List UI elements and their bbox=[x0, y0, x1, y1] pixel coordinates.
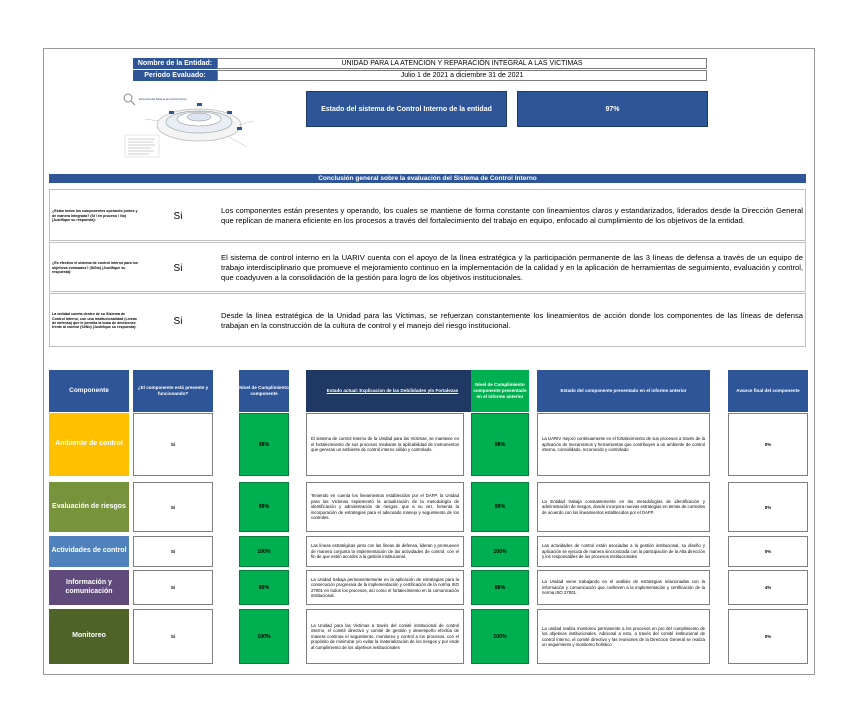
header-avance: Avance final del componente bbox=[728, 370, 808, 412]
answer-value: Si bbox=[173, 210, 183, 222]
period-label: Periodo Evaluado: bbox=[133, 70, 217, 81]
current-state-text: La Unidad para las Victimas a través del comité institucional de control interno, el comité directivo y comité de gestión y desempeño efectúa de manera continua el seguimiento, monitoreo y control a los procesos, con el propósito de minimizar y/o evitar la materialización de los riesgos y por ende al cumplimiento de los objetivos institucionales bbox=[306, 609, 464, 664]
component-monitoreo: Monitoreo bbox=[49, 609, 129, 664]
advance-value: 0% bbox=[728, 536, 808, 567]
conclusion-row-3 bbox=[49, 293, 806, 347]
previous-state-text: La unidad realiza monitoreo permanente a los procesos en pro del cumplimiento de los objetivos institucionales. Adicional a esto, a través del comité institucional de control interno, el comité directivo y las reuniones de la Direccion General se realiza un seguimiento y monitoreo holístico bbox=[537, 609, 710, 664]
previous-level-value: 99% bbox=[471, 482, 529, 532]
previous-state-text: La Unidad viene trabajando en el análisis de estrategias relacionadas con la información y comunicación que conlleven a la implementación y certificación de la norma ISO 27001 . bbox=[537, 570, 710, 605]
previous-state-text: La Entidad trabaja constantemente en las metodologías de identificación y administración de riesgos, donde incorpora nuevas estrategias en temas de controles de acuerdo con los lineamientos establecidos por el DAFP. bbox=[537, 482, 710, 532]
level-value: 100% bbox=[239, 536, 289, 567]
conclusion-row-1 bbox=[49, 189, 806, 241]
current-state-text: Teniendo en cuenta los lineamientos establecidos por el DAFP, la Unidad para las Victimas implementó la actualización de la metodología de identificación y administración de riesgos, que a su vez, fomenta la incorporación de estrategias para el adecuado manejo y seguimiento de los controles. bbox=[306, 482, 464, 532]
component-actividades-de-control: Actividades de control bbox=[49, 536, 129, 567]
present-value: Si bbox=[133, 536, 213, 567]
component-evaluacion-de-riesgos: Evaluación de riesgos bbox=[49, 482, 129, 532]
level-value: 100% bbox=[239, 609, 289, 664]
previous-level-value: 98% bbox=[471, 413, 529, 476]
header-componente: Componente bbox=[49, 370, 129, 412]
conclusion-title: Conclusión general sobre la evaluación del Sistema de Control Interno bbox=[49, 174, 806, 183]
conclusion-row-2 bbox=[49, 242, 806, 292]
question-text: ¿Están todos los componentes operando juntos y de manera integrada? (Si / en proceso / No) (Justifique su respuesta): bbox=[52, 209, 138, 223]
answer-value: Si bbox=[173, 315, 183, 327]
entity-label: Nombre de la Entidad: bbox=[133, 58, 217, 69]
entity-value: UNIDAD PARA LA ATENCIÓN Y REPARACIÓN INTEGRAL A LAS VICTIMAS bbox=[217, 58, 707, 69]
present-value: Si bbox=[133, 570, 213, 605]
justification-text: Desde la línea estratégica de la Unidad para las Victimas, se refuerzan constantemente los lineamientos de acción donde los componentes de las líneas de defensa trabajan en la construcción de la cultura de control y el manejo del riesgo institucional. bbox=[221, 310, 803, 330]
level-value: 98% bbox=[239, 413, 289, 476]
control-model-diagram bbox=[119, 91, 269, 163]
present-value: Si bbox=[133, 609, 213, 664]
previous-level-value: 100% bbox=[471, 536, 529, 567]
present-value: Si bbox=[133, 482, 213, 532]
header-nivel-anterior: Nivel de Cumplimiento componente presentado en el informe anterior bbox=[471, 370, 529, 412]
component-informacion-y-comunicacion: Información y comunicación bbox=[49, 570, 129, 605]
current-state-text: La Unidad trabaja permanentemente en la aplicación de estrategias para la consecución progresiva de la implementación y certificación de la norma ISO 27001 en todos los procesos, así como el fortalecimiento en la comunicación institucional. bbox=[306, 570, 464, 605]
present-value: Si bbox=[133, 413, 213, 476]
level-value: 89% bbox=[239, 570, 289, 605]
current-state-text: Las líneas estratégicas junto con las líneas de defensa, lideran y promueven de manera conjunta la implementación de las actividades de control, con el fin de que estén acordes a la gestión institucional. bbox=[306, 536, 464, 567]
report-sheet bbox=[43, 48, 815, 675]
level-value: 99% bbox=[239, 482, 289, 532]
previous-level-value: 88% bbox=[471, 570, 529, 605]
current-state-text: El sistema de control Interno de la Unidad para las Victimas, se mantiene en el fortalecimiento de sus procesos mediante la aplicabilidad de instrumentos que generan un ambiente de control interno sólido y controlado. bbox=[306, 413, 464, 476]
diagram-caption: Estructura del Sistema de Control Interno bbox=[139, 98, 187, 101]
question-text: La entidad cuenta dentro de su Sistema de Control Interno, con una institucionalidad (Líneas de defensa) que le permita la toma de decisiones frente al control (Si/No) (Justifique su respuesta): bbox=[52, 312, 137, 330]
header-nivel: Nivel de Cumplimiento componente bbox=[239, 370, 289, 412]
justification-text: El sistema de control interno en la UARIV cuenta con el apoyo de la línea estratégica y la participación permanente de las 3 líneas de defensa a través de un equipo de trabajo interdisciplinario que promueve el mejoramiento continuo en la implementación de la calidad y en la aplicación de herramientas de seguimiento, evaluación y control, que coadyuven a la consolidación de la gestión para logro de los objetivos institucionales. bbox=[221, 252, 803, 282]
period-value: Julio 1 de 2021 a diciembre 31 de 2021 bbox=[217, 70, 707, 81]
answer-value: Si bbox=[173, 262, 183, 274]
header-estado-anterior: Estado del componente presentado en el informe anterior bbox=[537, 370, 710, 412]
justification-text: Los componentes están presentes y operando, los cuales se mantiene de forma constante con lineamientos claros y estandarizados, liderados desde la Dirección General que replican de manera eficiente en los procesos a través del fortalecimiento del trabajo en equipo, enfocado al cumplimiento de los objetivos de la entidad. bbox=[221, 205, 803, 225]
system-status-value: 97% bbox=[517, 91, 708, 127]
advance-value: 4% bbox=[728, 570, 808, 605]
advance-value: 0% bbox=[728, 413, 808, 476]
component-ambiente-de-control: Ambiente de control bbox=[49, 413, 129, 476]
previous-state-text: Las actividades de control están asociadas a la gestión institucional, su diseño y aplicación se ejecuta de manera sincronizada con la participación de la Alta dirección y los responsables de los procesos institucionales bbox=[537, 536, 710, 567]
header-presente: ¿El componente está presente y funcionando? bbox=[133, 370, 213, 412]
previous-state-text: La UARIV mejoró continuamente en el fortalecimiento de sus procesos a través de la aplicación de mecanismos y herramientas que contribuyen a un ambiente de control interno, consolidado, reconocido y controlado bbox=[537, 413, 710, 476]
advance-value: 0% bbox=[728, 482, 808, 532]
advance-value: 0% bbox=[728, 609, 808, 664]
question-text: ¿Es efectivo el sistema de control interno para los objetivos evaluados? (Si/No) (Justifique su respuesta): bbox=[52, 261, 138, 275]
system-status-label: Estado del sistema de Control Interno de la entidad bbox=[306, 91, 507, 127]
previous-level-value: 100% bbox=[471, 609, 529, 664]
header-estado-actual: Estado actual: Explicacion de las Debilidades y/o Fortalezas bbox=[306, 370, 479, 412]
